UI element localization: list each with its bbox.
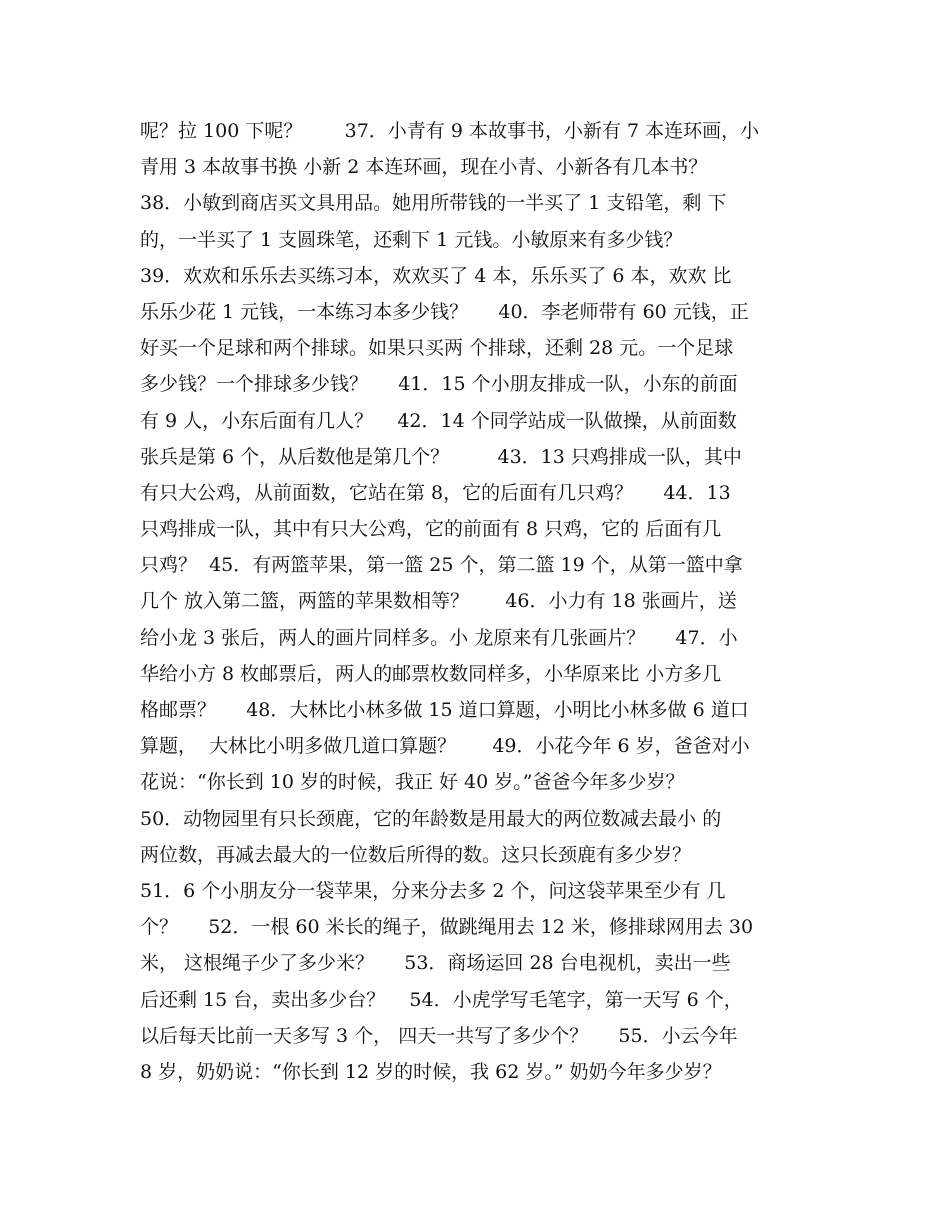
text-line: 的，一半买了 1 支圆珠笔，还剩下 1 元钱。小敏原来有多少钱？ xyxy=(140,228,683,251)
text-line: 给小龙 3 张后，两人的画片同样多。小 龙原来有几张画片？ 47．小 xyxy=(140,626,738,649)
text-line: 呢？拉 100 下呢？ 37．小青有 9 本故事书，小新有 7 本连环画，小 xyxy=(140,120,760,142)
text-line: 50．动物园里有只长颈鹿，它的年龄数是用最大的两位数减去最小 的 xyxy=(140,807,722,830)
text-line: 算题， 大林比小明多做几道口算题？ 49．小花今年 6 岁，爸爸对小 xyxy=(140,735,750,758)
body-text xyxy=(140,113,840,1090)
text-line: 张兵是第 6 个，从后数他是第几个？ 43．13 只鸡排成一队，其中 xyxy=(140,445,742,468)
text-line: 好买一个足球和两个排球。如果只买两 个排球，还剩 28 元。一个足球 xyxy=(140,337,734,360)
text-line: 38．小敏到商店买文具用品。她用所带钱的一半买了 1 支铅笔，剩 下 xyxy=(140,192,727,215)
text-line: 8 岁，奶奶说：“你长到 12 岁的时候，我 62 岁。” 奶奶今年多少岁？ xyxy=(140,1060,722,1083)
text-line: 有 9 人，小东后面有几人？ 42．14 个同学站成一队做操，从前面数 xyxy=(140,409,737,432)
text-line: 只鸡？ 45．有两篮苹果，第一篮 25 个，第二篮 19 个，从第一篮中拿 xyxy=(140,554,743,577)
text-line: 以后每天比前一天多写 3 个， 四天一共写了多少个？ 55．小云今年 xyxy=(140,1024,738,1047)
text-line: 乐乐少花 1 元钱，一本练习本多少钱？ 40．李老师带有 60 元钱，正 xyxy=(140,300,749,323)
text-line: 51．6 个小朋友分一袋苹果，分来分去多 2 个，问这袋苹果至少有 几 xyxy=(140,879,726,902)
text-line: 两位数，再减去最大的一位数后所得的数。这只长颈鹿有多少岁？ xyxy=(140,843,692,866)
text-line: 华给小方 8 枚邮票后，两人的邮票枚数同样多，小华原来比 小方多几 xyxy=(140,662,722,685)
text-line: 多少钱？一个排球多少钱？ 41．15 个小朋友排成一队，小东的前面 xyxy=(140,373,738,396)
text-line: 39．欢欢和乐乐去买练习本，欢欢买了 4 本，乐乐买了 6 本，欢欢 比 xyxy=(140,264,732,287)
text-line: 后还剩 15 台，卖出多少台？ 54．小虎学写毛笔字，第一天写 6 个， xyxy=(140,988,743,1011)
text-line: 格邮票？ 48．大林比小林多做 15 道口算题，小明比小林多做 6 道口 xyxy=(140,699,749,721)
text-line: 有只大公鸡，从前面数，它站在第 8，它的后面有几只鸡？ 44．13 xyxy=(140,481,731,504)
text-line: 只鸡排成一队，其中有只大公鸡，它的前面有 8 只鸡，它的 后面有几 xyxy=(140,518,722,541)
text-line: 几个 放入第二篮，两篮的苹果数相等？ 46．小力有 18 张画片，送 xyxy=(140,590,737,613)
text-line: 米， 这根绳子少了多少米？ 53．商场运回 28 台电视机，卖出一些 xyxy=(140,952,731,975)
text-line: 个？ 52．一根 60 米长的绳子，做跳绳用去 12 米，修排球网用去 30 xyxy=(140,916,754,939)
text-line: 青用 3 本故事书换 小新 2 本连环画，现在小青、小新各有几本书？ xyxy=(140,156,708,179)
text-line: 花说：“你长到 10 岁的时候，我正 好 40 岁。”爸爸今年多少岁？ xyxy=(140,771,685,794)
